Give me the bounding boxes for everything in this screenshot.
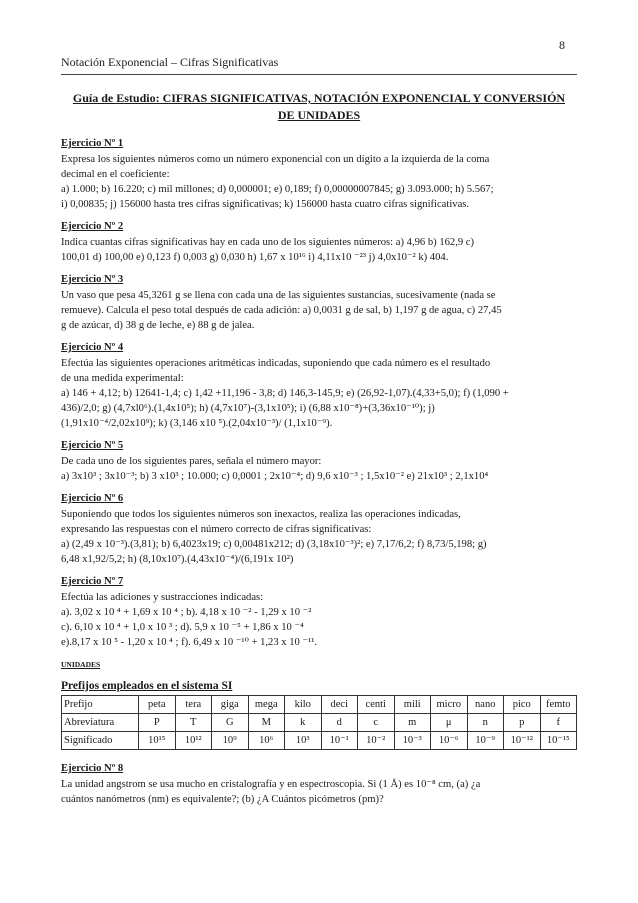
table-cell: 10⁹ xyxy=(212,732,249,750)
exercise-title: Ejercicio Nº 8 xyxy=(61,763,124,774)
exercise-title: Ejercicio Nº 4 xyxy=(61,342,124,353)
table-cell: k xyxy=(285,714,322,732)
table-cell: peta xyxy=(139,696,176,714)
exercise-7 xyxy=(61,574,577,650)
table-cell: m xyxy=(394,714,431,732)
page-number: 8 xyxy=(559,38,565,52)
table-cell: kilo xyxy=(285,696,322,714)
units-label: UNIDADES xyxy=(61,660,101,669)
exercise-line: a) 146 + 4,12; b) 12641-1,4; c) 1,42 +11,196 - 3,8; d) 146,3-145,9; e) (26,92-1,07).(4,33+5,0); f) (1,090 + xyxy=(61,388,509,399)
table-cell: micro xyxy=(431,696,468,714)
exercise-line: c). 6,10 x 10 ⁴ + 1,0 x 10 ³ ; d). 5,9 x 10 ⁻⁵ + 1,86 x 10 ⁻⁴ xyxy=(61,622,304,633)
table-cell: 10⁻⁶ xyxy=(431,732,468,750)
exercise-6 xyxy=(61,491,577,567)
table-cell: T xyxy=(175,714,212,732)
table-cell: P xyxy=(139,714,176,732)
table-cell: c xyxy=(358,714,395,732)
exercise-line: a). 3,02 x 10 ⁴ + 1,69 x 10 ⁴ ; b). 4,18 x 10 ⁻² - 1,29 x 10 ⁻² xyxy=(61,607,312,618)
table-row xyxy=(62,696,577,714)
exercise-line: decimal en el coeficiente: xyxy=(61,169,170,180)
exercise-line: g de azúcar, d) 38 g de leche, e) 88 g de jalea. xyxy=(61,320,255,331)
table-cell: n xyxy=(467,714,504,732)
row-header-cell: Significado xyxy=(62,732,139,750)
exercise-line: 6,48 x1,92/5,2; h) (8,10x10⁷).(4,43x10⁻⁴)/(6,191x 10²) xyxy=(61,554,294,565)
table-cell: centi xyxy=(358,696,395,714)
title-line-1: Guía de Estudio: CIFRAS SIGNIFICATIVAS, NOTACIÓN EXPONENCIAL Y CONVERSIÓN xyxy=(72,91,566,105)
table-cell: femto xyxy=(540,696,577,714)
row-header-cell: Abreviatura xyxy=(62,714,139,732)
table-cell: 10¹² xyxy=(175,732,212,750)
table-cell: tera xyxy=(175,696,212,714)
exercise-title: Ejercicio Nº 3 xyxy=(61,274,124,285)
table-cell: pico xyxy=(504,696,541,714)
prefixes-table xyxy=(61,695,577,750)
table-cell: giga xyxy=(212,696,249,714)
exercise-line: a) 1.000; b) 16.220; c) mil millones; d) 0,000001; e) 0,189; f) 0,00000007845; g) 3.093.000; h) 5.567; xyxy=(61,184,494,195)
exercise-4 xyxy=(61,340,577,431)
table-cell: deci xyxy=(321,696,358,714)
table-row xyxy=(62,714,577,732)
exercise-line: La unidad angstrom se usa mucho en cristalografía y en espectroscopia. Si (1 Å) es 10⁻⁸ cm, (a) ¿a xyxy=(61,779,481,790)
exercise-title: Ejercicio Nº 7 xyxy=(61,576,124,587)
table-row xyxy=(62,732,577,750)
exercise-line: Un vaso que pesa 45,3261 g se llena con cada una de las siguientes sustancias, sucesivamente (nada se xyxy=(61,290,496,301)
exercise-line: Indica cuantas cifras significativas hay en cada uno de los siguientes números: a) 4,96 b) 162,9 c) xyxy=(61,237,475,248)
table-cell: 10⁻¹² xyxy=(504,732,541,750)
exercise-list xyxy=(61,136,577,650)
table-cell: mili xyxy=(394,696,431,714)
exercise-line: de una medida experimental: xyxy=(61,373,184,384)
table-cell: 10⁻¹⁵ xyxy=(540,732,577,750)
table-cell: d xyxy=(321,714,358,732)
exercise-line: e).8,17 x 10 ⁵ - 1,20 x 10 ⁴ ; f). 6,49 x 10 ⁻¹⁰ + 1,23 x 10 ⁻¹¹. xyxy=(61,637,318,648)
table-cell: 10⁻⁹ xyxy=(467,732,504,750)
exercise-8 xyxy=(61,761,577,807)
exercise-line: i) 0,00835; j) 156000 hasta tres cifras significativas; k) 156000 hasta cuatro cifras significativas. xyxy=(61,199,470,210)
exercise-title: Ejercicio Nº 2 xyxy=(61,221,124,232)
exercise-line: a) (2,49 x 10⁻³).(3,81); b) 6,4023x19; c) 0,00481x212; d) (3,18x10⁻³)²; e) 7,17/6,2; f) 8,73/5,198; g) xyxy=(61,539,487,550)
exercise-line: Efectúa las adiciones y sustracciones indicadas: xyxy=(61,592,264,603)
table-cell: 10⁻¹ xyxy=(321,732,358,750)
exercise-5 xyxy=(61,438,577,484)
exercise-title: Ejercicio Nº 1 xyxy=(61,138,124,149)
exercise-line: 436)/2,0; g) (4,7xl0⁶).(1,4x10⁵); h) (4,7x10⁷)-(3,1x10⁵); i) (6,88 x10⁻⁸)+(3,36x10⁻¹⁰); j) xyxy=(61,403,435,414)
content xyxy=(61,90,577,814)
exercise-2 xyxy=(61,219,577,265)
table-cell: 10⁶ xyxy=(248,732,285,750)
row-header-cell: Prefijo xyxy=(62,696,139,714)
exercise-line: (1,91x10⁻⁴/2,02x10⁹); k) (3,146 x10 ⁵).(2,04x10⁻³)/ (1,1x10⁻⁹). xyxy=(61,418,333,429)
exercise-3 xyxy=(61,272,577,333)
exercise-line: cuántos nanómetros (nm) es equivalente?; (b) ¿A Cuántos picómetros (pm)? xyxy=(61,794,384,805)
table-cell: p xyxy=(504,714,541,732)
table-cell: M xyxy=(248,714,285,732)
exercise-line: Suponiendo que todos los siguientes números son inexactos, realiza las operaciones indicadas, xyxy=(61,509,461,520)
table-cell: 10⁻³ xyxy=(394,732,431,750)
table-cell: μ xyxy=(431,714,468,732)
exercise-line: Efectúa las siguientes operaciones aritméticas indicadas, suponiendo que cada número es el resultado xyxy=(61,358,491,369)
exercise-1 xyxy=(61,136,577,212)
table-cell: nano xyxy=(467,696,504,714)
exercise-line: 100,01 d) 100,00 e) 0,123 f) 0,003 g) 0,030 h) 1,67 x 10¹⁶ i) 4,11x10 ⁻²³ j) 4,0x10⁻² k) 404. xyxy=(61,252,449,263)
running-head: Notación Exponencial – Cifras Significativas xyxy=(61,55,279,69)
exercise-title: Ejercicio Nº 5 xyxy=(61,440,124,451)
exercise-line: remueve). Calcula el peso total después de cada adición: a) 0,0031 g de sal, b) 1,197 g de agua, c) 27,45 xyxy=(61,305,502,316)
table-cell: 10¹⁵ xyxy=(139,732,176,750)
exercise-line: a) 3x10³ ; 3x10⁻³; b) 3 x10³ ; 10.000; c) 0,0001 ; 2x10⁻⁴; d) 9,6 x10⁻³ ; 1,5x10⁻² e) 21x10³ ; 2,1x10⁴ xyxy=(61,471,489,482)
table-cell: f xyxy=(540,714,577,732)
document-title xyxy=(61,90,577,124)
table-cell: G xyxy=(212,714,249,732)
table-cell: 10⁻² xyxy=(358,732,395,750)
exercise-line: Expresa los siguientes números como un número exponencial con un dígito a la izquierda de la coma xyxy=(61,154,490,165)
exercise-line: De cada uno de los siguientes pares, señala el número mayor: xyxy=(61,456,322,467)
table-cell: 10³ xyxy=(285,732,322,750)
header-rule xyxy=(61,74,577,75)
exercise-title: Ejercicio Nº 6 xyxy=(61,493,124,504)
table-cell: mega xyxy=(248,696,285,714)
exercise-line: expresando las respuestas con el número correcto de cifras significativas: xyxy=(61,524,372,535)
title-line-2: DE UNIDADES xyxy=(277,108,361,122)
prefixes-table-title: Prefijos empleados en el sistema SI xyxy=(61,680,233,692)
